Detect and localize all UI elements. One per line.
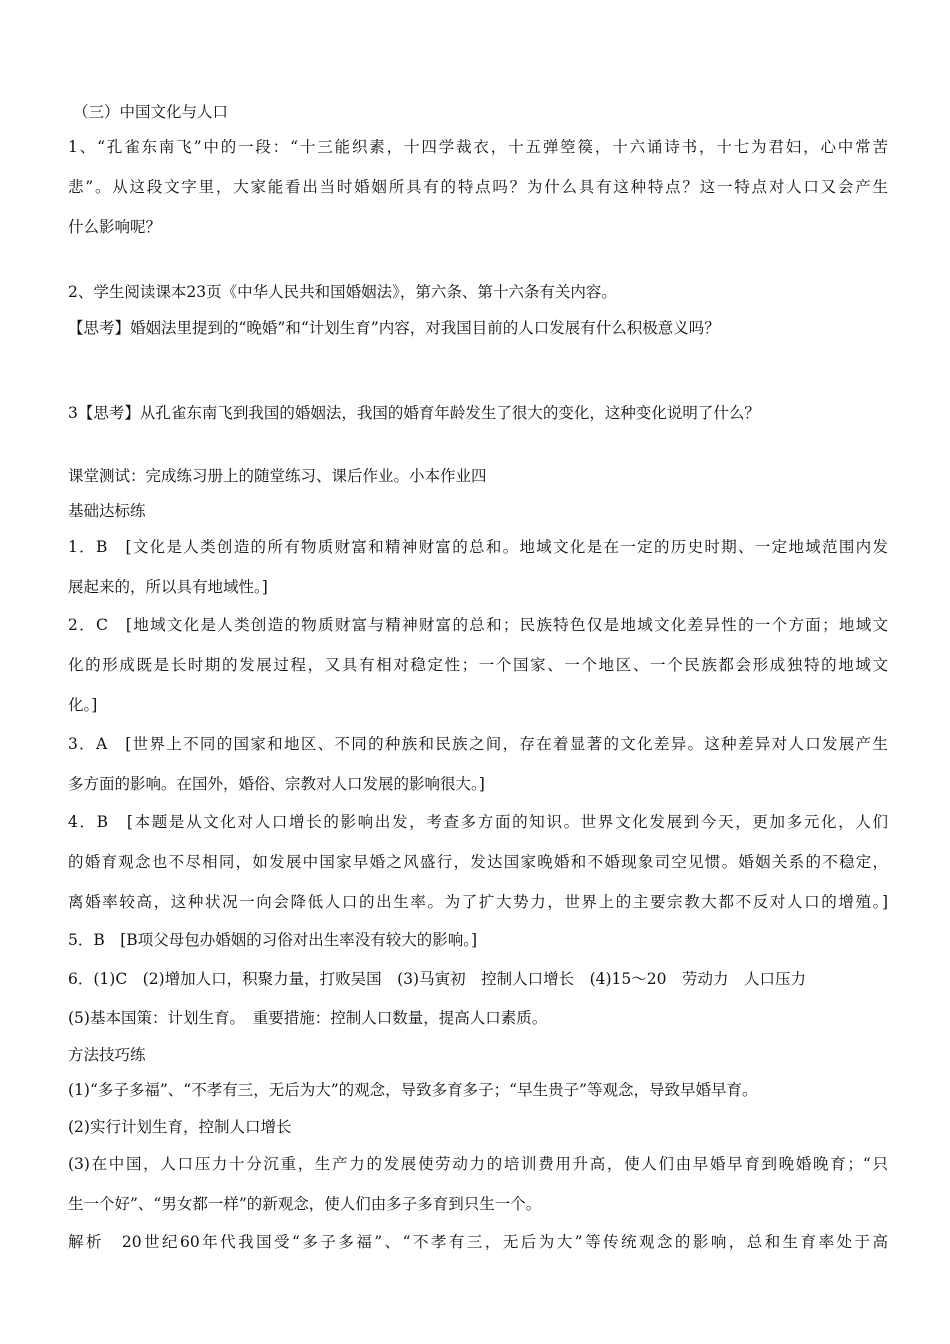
answer-4-line-3: 离婚率较高，这种状况一向会降低人口的出生率。为了扩大势力，世界上的主要宗教大都不反对人口的增殖。] (68, 893, 888, 911)
method-answer-1: (1)“多子多福”、“不孝有三，无后为大”的观念，导致多育多子；“早生贵子”等观念，导致早婚早育。 (68, 1081, 758, 1099)
answer-1-line-2: 展起来的，所以具有地域性。] (68, 578, 268, 596)
think-question-3: 3【思考】从孔雀东南飞到我国的婚姻法，我国的婚育年龄发生了很大的变化，这种变化说明了什么？ (68, 404, 760, 422)
question-2: 2、学生阅读课本23页《中华人民共和国婚姻法》，第六条、第十六条有关内容。 (68, 283, 617, 301)
method-answer-3-line-2: 生一个好”、“男女都一样”的新观念，使人们由多子多育到只生一个。 (68, 1195, 542, 1213)
answer-2-line-3: 化。] (68, 696, 98, 714)
method-practice-heading: 方法技巧练 (68, 1046, 146, 1064)
section-heading: （三）中国文化与人口 (73, 103, 229, 121)
question-1-line-3: 什么影响呢？ (68, 218, 162, 236)
answer-6-line-2: (5)基本国策：计划生育。 重要措施：控制人口数量，提高人口素质。 (68, 1009, 548, 1027)
answer-6-line-1: 6．(1)C (2)增加人口，积聚力量，打败吴国 (3)马寅初 控制人口增长 (4)15～20 劳动力 人口压力 (68, 970, 806, 988)
class-test: 课堂测试：完成练习册上的随堂练习、课后作业。小本作业四 (68, 467, 487, 485)
question-1-line-2: 悲”。从这段文字里，大家能看出当时婚姻所具有的特点吗？为什么具有这种特点？这一特点对人口又会产生 (68, 178, 888, 196)
answer-1-line-1: 1．B [文化是人类创造的所有物质财富和精神财富的总和。地域文化是在一定的历史时期、一定地域范围内发 (68, 538, 888, 556)
answer-3-line-1: 3．A [世界上不同的国家和地区、不同的种族和民族之间，存在着显著的文化差异。这种差异对人口发展产生 (68, 735, 888, 753)
basic-practice-heading: 基础达标练 (68, 502, 146, 520)
answer-4-line-2: 的婚育观念也不尽相同，如发展中国家早婚之风盛行，发达国家晚婚和不婚现象司空见惯。婚姻关系的不稳定， (68, 853, 888, 871)
answer-3-line-2: 多方面的影响。在国外，婚俗、宗教对人口发展的影响很大。] (68, 775, 485, 793)
question-1-line-1: 1、“孔雀东南飞”中的一段：“十三能织素，十四学裁衣，十五弹箜篌，十六诵诗书，十七为君妇，心中常苦 (68, 138, 888, 156)
answer-2-line-1: 2．C [地域文化是人类创造的物质财富与精神财富的总和；民族特色仅是地域文化差异性的一个方面；地域文 (68, 616, 888, 634)
method-answer-2: (2)实行计划生育，控制人口增长 (68, 1118, 292, 1136)
analysis-line: 解析 20世纪60年代我国受“多子多福”、“不孝有三，无后为大”等传统观念的影响，总和生育率处于高 (68, 1233, 888, 1251)
answer-5: 5．B [B项父母包办婚姻的习俗对出生率没有较大的影响。] (68, 931, 477, 949)
answer-2-line-2: 化的形成既是长时期的发展过程，又具有相对稳定性；一个国家、一个地区、一个民族都会形成独特的地域文 (68, 656, 888, 674)
think-question-1: 【思考】婚姻法里提到的“晚婚”和“计划生育”内容，对我国目前的人口发展有什么积极意义吗？ (68, 319, 720, 337)
answer-4-line-1: 4．B [本题是从文化对人口增长的影响出发，考查多方面的知识。世界文化发展到今天，更加多元化，人们 (68, 813, 888, 831)
method-answer-3-line-1: (3)在中国，人口压力十分沉重，生产力的发展使劳动力的培训费用升高，使人们由早婚早育到晚婚晚育；“只 (68, 1155, 888, 1173)
